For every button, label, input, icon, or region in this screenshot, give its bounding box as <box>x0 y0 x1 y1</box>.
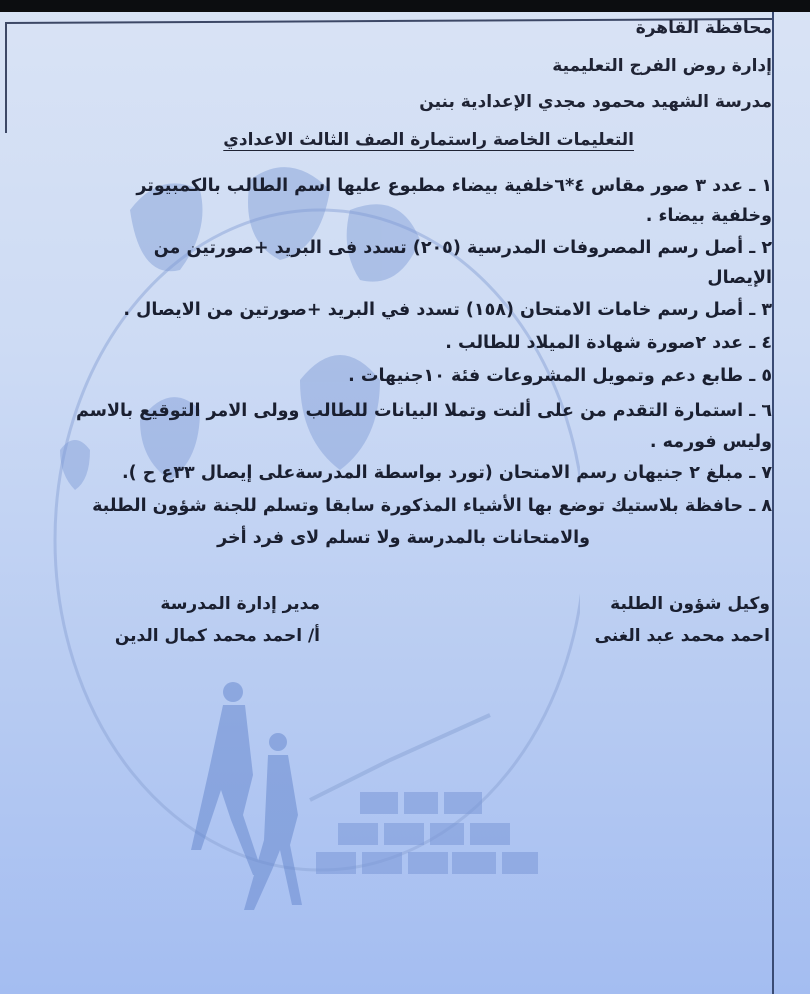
governorate-header: محافظة القاهرة <box>635 18 772 38</box>
instruction-item-4: ٤ ـ عدد ٢صورة شهادة الميلاد للطالب . <box>445 333 772 353</box>
administration-header: إدارة روض الفرج التعليمية <box>552 56 772 76</box>
instruction-item-2-line-2: الإيصال <box>707 268 772 288</box>
instruction-item-8-line-2: والامتحانات بالمدرسة ولا تسلم لاى فرد أخر <box>217 528 590 548</box>
instruction-item-7: ٧ ـ مبلغ ٢ جنيهان رسم الامتحان (تورد بواسطة المدرسةعلى إيصال ٣٣ع ح ). <box>121 463 772 483</box>
school-director-role: مدير إدارة المدرسة <box>160 594 320 614</box>
student-affairs-role: وكيل شؤون الطلبة <box>610 594 770 614</box>
instruction-item-1-line-1: ١ ـ عدد ٣ صور مقاس ٤*٦خلفية بيضاء مطبوع عليها اسم الطالب بالكمبيوتر <box>136 176 772 196</box>
instruction-item-6-line-2: وليس فورمه . <box>649 432 772 452</box>
instruction-item-6-line-1: ٦ ـ استمارة التقدم من على ألنت وتملا البيانات للطالب وولى الامر التوقيع بالاسم <box>76 401 772 421</box>
document-title: التعليمات الخاصة راستمارة الصف الثالث الاعدادي <box>223 130 634 150</box>
school-director-name: أ/ احمد محمد كمال الدين <box>114 626 320 646</box>
school-header: مدرسة الشهيد محمود مجدي الإعدادية بنين <box>419 92 772 112</box>
instruction-item-8-line-1: ٨ ـ حافظة بلاستيك توضع بها الأشياء المذكورة سابقا وتسلم للجنة شؤون الطلبة <box>92 496 772 516</box>
instruction-item-2-line-1: ٢ ـ أصل رسم المصروفات المدرسية (٢٠٥) تسدد فى البريد +صورتين من <box>153 238 772 258</box>
instruction-item-1-line-2: وخلفية بيضاء . <box>645 206 772 226</box>
student-affairs-name: احمد محمد عبد الغنى <box>594 626 770 646</box>
instruction-item-3: ٣ ـ أصل رسم خامات الامتحان (١٥٨) تسدد في البريد +صورتين من الايصال . <box>123 300 772 320</box>
instruction-item-5: ٥ ـ طابع دعم وتمويل المشروعات فئة ١٠جنيهات . <box>348 366 772 386</box>
